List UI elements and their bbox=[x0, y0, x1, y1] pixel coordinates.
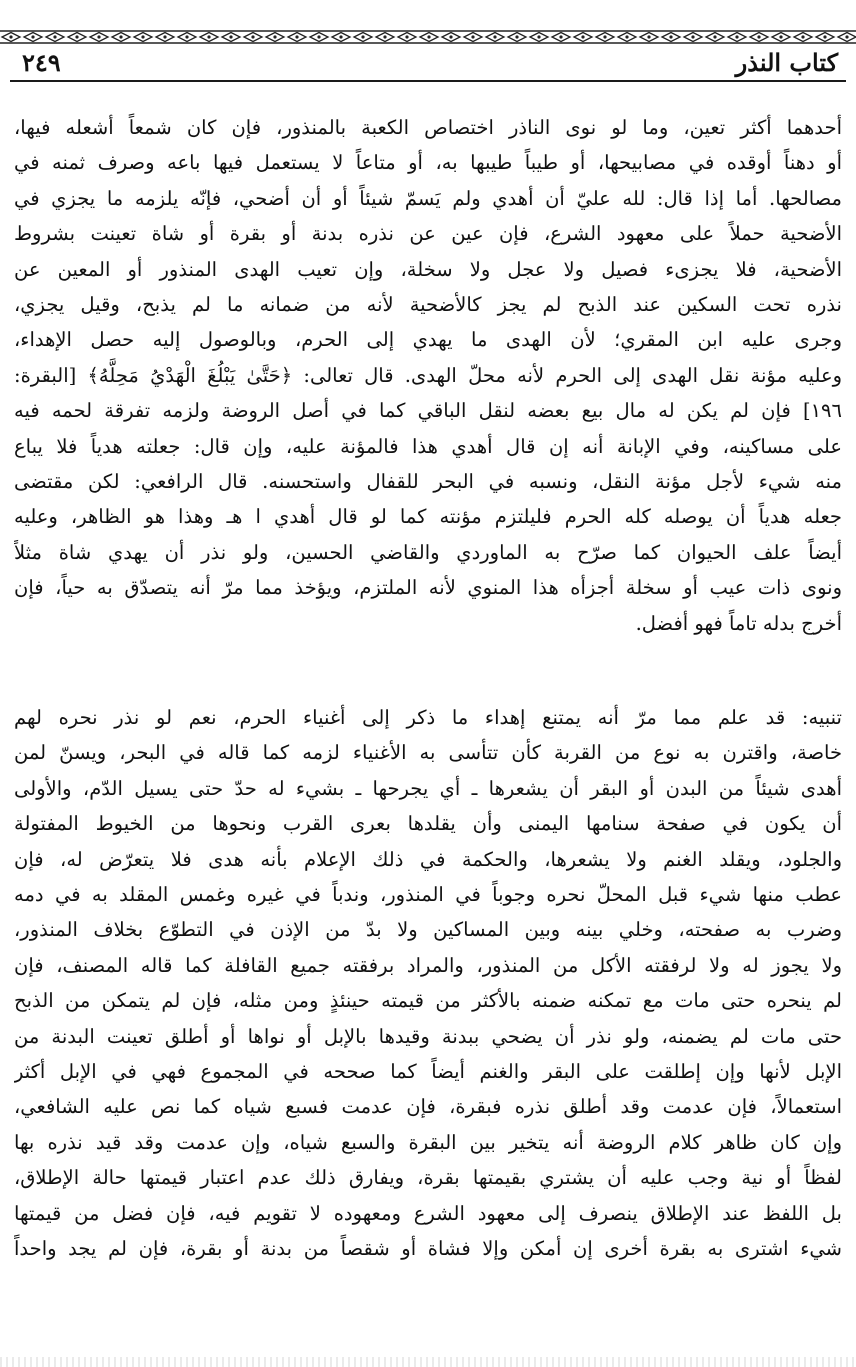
header-divider bbox=[10, 80, 846, 82]
text-line: مصالحها. أما إذا قال: لله عليّ أن أهدي ولم يَسمّ شيئاً أو أن أضحي، فإنّه يلزمه ما يجزي في bbox=[14, 186, 842, 210]
text-line: وعليه مؤنة نقل الهدى إلى الحرم لأنه محلّ الهدى. قال تعالى: ﴿حَتَّىٰ يَبْلُغَ الْهَدْيُ مَحِلَّهُ﴾ [البقرة: bbox=[14, 363, 842, 387]
text-line: شيء اشترى به بقرة أخرى إن أمكن وإلا فشاة أو شقصاً من بدنة أو بقرة، فإن لم يجد واحداً bbox=[14, 1237, 842, 1261]
text-line: ونوى ذات عيب أو سخلة أجزأه هذا المنوي لأنه الملتزم، ويؤخذ مما مرّ أنه يتصدّق به حياً، فإن bbox=[14, 576, 842, 600]
ornament-pattern bbox=[0, 28, 856, 46]
page-number: ٢٤٩ bbox=[22, 48, 61, 77]
chapter-title: كتاب النذر bbox=[735, 48, 838, 77]
page-header bbox=[0, 46, 856, 82]
text-line: والجلود، ويقلد الغنم ولا يشعرها، والحكمة في ذلك الإعلام بأنه هدى فلا يتعرّض له، فإن bbox=[14, 847, 842, 871]
page-bottom-edge bbox=[0, 1357, 856, 1367]
text-line: أيضاً علف الحيوان كما صرّح به الماوردي والقاضي الحسين، ولو نذر أن يهدي شاة مثلاً bbox=[14, 540, 842, 564]
text-line: الإبل لأنها وإن إطلقت على البقر والغنم أيضاً كما صححه في المجموع فهي في الإبل أكثر bbox=[14, 1060, 842, 1084]
paragraph-1 bbox=[14, 110, 842, 641]
text-line: أهدى شيئاً من البدن أو البقر أن يشعرها ـ أي يجرحها ـ بشيء له حدّ حتى يسيل الدّم، والأولى bbox=[14, 776, 842, 800]
text-line: أخرج بدله تاماً فهو أفضل. bbox=[635, 611, 842, 635]
text-line: حتى مات لم يضمنه، ولو نذر أن يضحي ببدنة وقيدها بالإبل أو نواها أو أطلق تعينت البدنة من bbox=[14, 1024, 842, 1048]
text-line: بل اللفظ عند الإطلاق ينصرف إلى معهود الشرع ومعهوده لا تقويم فيه، فإن فضل من قيمتها bbox=[14, 1201, 842, 1225]
text-line: على مساكينه، وفي الإبانة أنه إن قال أهدي هذا فالمؤنة عليه، وإن قال: جعلته هدياً فلا يباع bbox=[14, 434, 842, 458]
text-line: ١٩٦] فإن لم يكن له مال بيع بعضه لنقل الباقي كما في أصل الروضة ولزمه تفرقة لحمه فيه bbox=[14, 399, 842, 423]
text-line: لفظاً أو نية وجب عليه أن يشتري بقيمتها بقرة، ويفارق ذلك عدم اعتبار قيمتها حالة الإطلاق، bbox=[14, 1166, 842, 1190]
text-line: خاصة، واقترن به نوع من القربة كأن تتأسى به الأغنياء لزمه كما قاله في البحر، ويسنّ لمن bbox=[14, 741, 842, 765]
text-line: عطب منها شيء قبل المحلّ نحره وجوباً في المنذور، وندباً في غيره وغمس المقلد به في دمه bbox=[14, 883, 842, 907]
text-line: وإن كان ظاهر كلام الروضة أنه يتخير بين البقرة والسبع شياه، وإن عدمت وقد قيد نذره بها bbox=[14, 1130, 842, 1154]
text-line: لم ينحره حتى مات مع تمكنه ضمنه بالأكثر من قيمته حينئذٍ ومن مثله، فإن لم يتمكن من الذبح bbox=[14, 989, 842, 1013]
text-line: وضرب به صفحته، وخلي بينه وبين المساكين ولا بدّ من الإذن في التطوّع بخلاف المنذور، bbox=[14, 918, 842, 942]
text-line: أو دهناً أوقده في مصابيحها، أو طيباً طيبها به، أو متاعاً لا يستعمل فيها باعه وصرف ثمنه في bbox=[14, 151, 842, 175]
text-line: ولا يجوز له ولا لرفقته الأكل من المنذور، والمراد برفقته جميع القافلة كما قاله المصنف، فإن bbox=[14, 953, 842, 977]
text-line: نذره تحت السكين عند الذبح لم يجز كالأضحية لأنه من ضمانه ما لم يذبح، وقيل يجزي، bbox=[14, 293, 842, 317]
text-line: منه شيء لأجل مؤنة النقل، ونسبه في البحر للقفال واستحسنه. قال الرافعي: لكن مقتضى bbox=[14, 470, 842, 494]
text-line: أن يكون في صفحة سنامها اليمنى وأن يقلدها بعرى القرب ونحوها من الخيوط المفتولة bbox=[14, 812, 842, 836]
text-line: الأضحية حملاً على معهود الشرع، فإن عين عن نذره بدنة أو بقرة أو شاة تعينت بشروط bbox=[14, 222, 842, 246]
top-ornament-border bbox=[0, 28, 856, 46]
text-line: أحدهما أكثر تعين، وما لو نوى الناذر اختصاص الكعبة بالمنذور، فإن كان شمعاً أشعله فيها، bbox=[14, 116, 842, 139]
text-line: استعمالاً، فإن عدمت وقد أطلق نذره فبقرة، فإن عدمت فسبع شياه كما نص عليه الشافعي، bbox=[14, 1095, 842, 1119]
text-line: تنبيه: قد علم مما مرّ أنه يمتنع إهداء ما ذكر إلى أغنياء الحرم، نعم لو نذر نحره لهم bbox=[14, 706, 842, 729]
text-line: الأضحية، فلا يجزىء فصيل ولا عجل ولا سخلة، وإن تعيب الهدى المنذور أو المعين عن bbox=[14, 257, 842, 281]
paragraph-2 bbox=[14, 700, 842, 1267]
text-line: وجرى عليه ابن المقري؛ لأن الهدى ما يهدي إلى الحرم، وبالوصول إليه حصل الإهداء، bbox=[14, 328, 842, 352]
text-line: جعله هدياً أن يوصله كله الحرم فليلتزم مؤنته كما لو قال أهدي ا هـ وهذا هو الظاهر، وعليه bbox=[14, 505, 842, 529]
